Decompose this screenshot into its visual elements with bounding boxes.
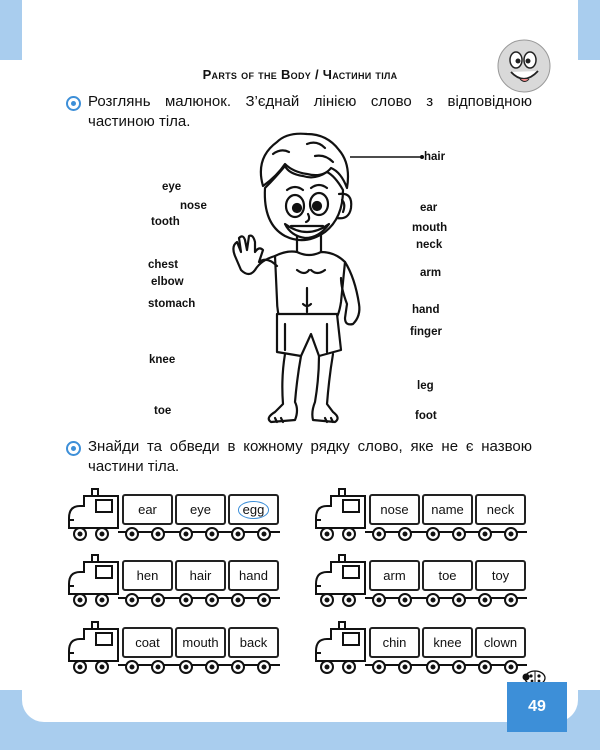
word-mouth: mouth [412, 222, 448, 234]
train [313, 617, 528, 677]
word-neck: neck [416, 239, 443, 251]
train [66, 484, 281, 544]
train-word-box[interactable] [422, 627, 473, 658]
word-eye: eye [162, 181, 182, 193]
word-finger: finger [410, 326, 442, 338]
task1-line1: Розглянь малюнок. З’єднай лінією слово з відповідною [88, 93, 532, 110]
train-word: name [431, 502, 464, 517]
task2-line2: частини тіла. [88, 458, 180, 475]
train-word: mouth [182, 635, 219, 650]
train-word-box[interactable] [122, 627, 173, 658]
word-stomach: stomach [148, 298, 196, 310]
train [66, 617, 281, 677]
train-word-box[interactable] [228, 627, 279, 658]
train-word: chin [382, 635, 407, 650]
train-word-box[interactable] [475, 627, 526, 658]
train-word: hand [239, 568, 268, 583]
train-word-box[interactable] [369, 560, 420, 591]
train-word: nose [380, 502, 409, 517]
task2-instruction [88, 437, 532, 477]
train-word-box[interactable] [175, 494, 226, 525]
word-foot: foot [415, 410, 437, 422]
task1-line2: частиною тіла. [88, 113, 191, 130]
train-word-box[interactable] [422, 560, 473, 591]
train-word-box[interactable] [369, 627, 420, 658]
boy-illustration [215, 128, 365, 426]
train-word: neck [486, 502, 515, 517]
smiley-face-icon [496, 38, 552, 94]
train-word: back [239, 635, 268, 650]
train [313, 484, 528, 544]
word-tooth: tooth [151, 216, 180, 228]
task-bullet-icon [66, 96, 81, 111]
task1-instruction [88, 92, 532, 132]
train-word-box[interactable] [475, 494, 526, 525]
word-ear: ear [420, 202, 438, 214]
word-leg: leg [417, 380, 434, 392]
page-number: 49 [507, 682, 567, 732]
train-word: eye [190, 502, 211, 517]
train-word: toe [438, 568, 457, 583]
task-bullet-icon [66, 441, 81, 456]
page-title: Parts of the Body / Частини тіла [202, 67, 398, 82]
train-word: ear [138, 502, 157, 517]
task2-line1: Знайди та обведи в кожному рядку слово, яке не є назвою [88, 438, 532, 455]
train-word: clown [483, 635, 518, 650]
train-word: hen [136, 568, 159, 583]
train-word: knee [433, 635, 462, 650]
train-word-box[interactable] [175, 560, 226, 591]
train [66, 550, 281, 610]
word-toe: toe [154, 405, 172, 417]
word-nose: nose [180, 200, 207, 212]
word-hair: hair [424, 151, 446, 163]
word-knee: knee [149, 354, 176, 366]
word-arm: arm [420, 267, 442, 279]
hair-connector-line [350, 154, 426, 160]
train-word: toy [491, 568, 510, 583]
train-word-box[interactable] [422, 494, 473, 525]
train [313, 550, 528, 610]
train-word: egg [238, 501, 270, 519]
train-word-box[interactable] [475, 560, 526, 591]
train-word-box[interactable] [369, 494, 420, 525]
train-word-box[interactable] [175, 627, 226, 658]
word-elbow: elbow [151, 276, 184, 288]
word-chest: chest [148, 259, 179, 271]
train-word-box[interactable] [122, 494, 173, 525]
train-word: hair [189, 568, 212, 583]
word-hand: hand [412, 304, 440, 316]
train-word-box[interactable] [122, 560, 173, 591]
train-word-box[interactable] [228, 560, 279, 591]
train-word: arm [383, 568, 406, 583]
train-word: coat [135, 635, 160, 650]
train-word-box[interactable] [228, 494, 279, 525]
